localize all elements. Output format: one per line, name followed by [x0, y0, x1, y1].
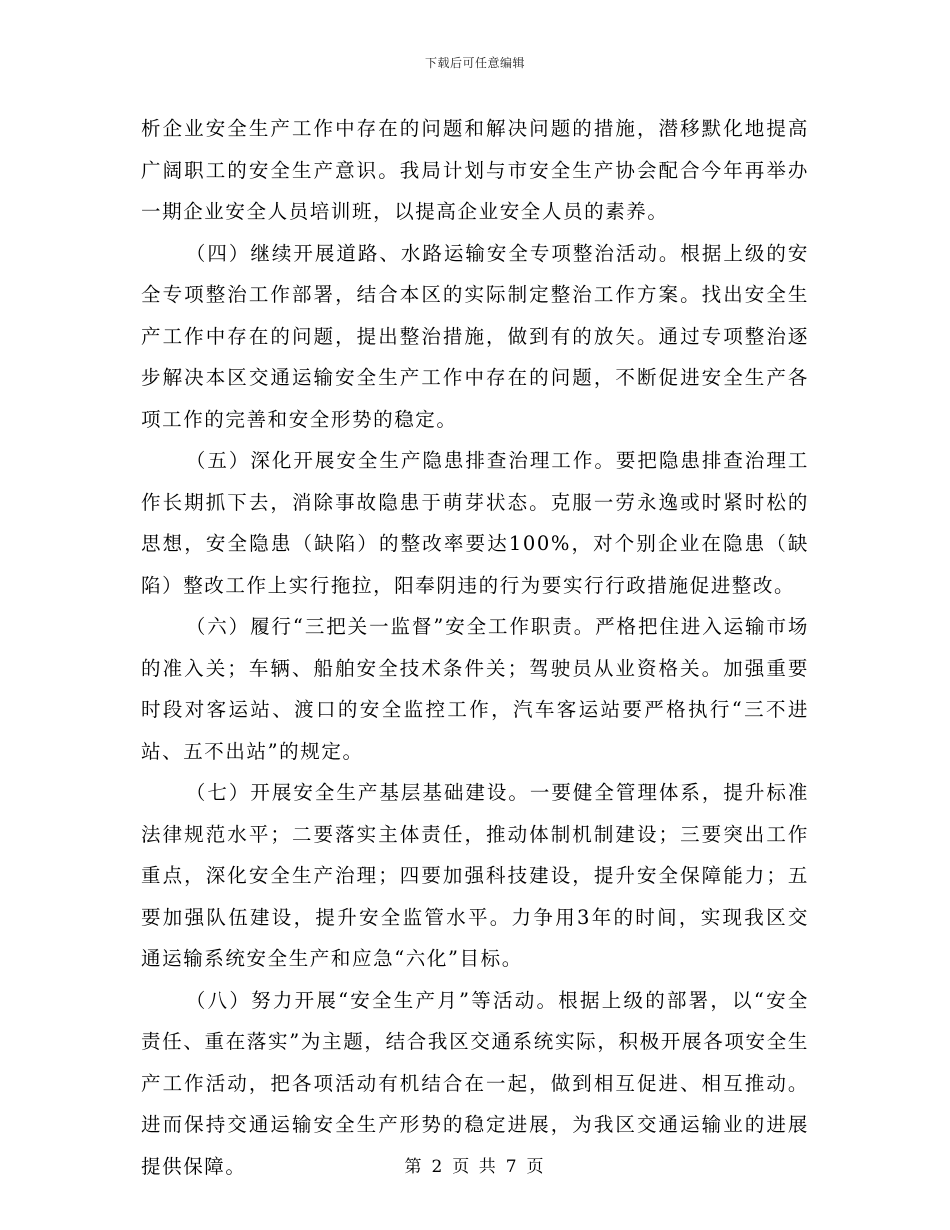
page-footer [0, 1152, 950, 1177]
footer-page-number: 2 [431, 1157, 445, 1177]
paragraph-continued: 析企业安全生产工作中存在的问题和解决问题的措施，潜移默化地提高广阔职工的安全生产意识。我局计划与市安全生产协会配合今年再举办一期企业安全人员培训班，以提高企业安全人员的素养。 [141, 117, 809, 223]
page-header: 下载后可任意编辑 [424, 56, 525, 70]
paragraph-section-4: （四）继续开展道路、水路运输安全专项整治活动。根据上级的安全专项整治工作部署，结合本区的实际制定整治工作方案。找出安全生产工作中存在的问题，提出整治措施，做到有的放矢。通过专项整治逐步解决本区交通运输安全生产工作中存在的问题，不断促进安全生产各项工作的完善和安全形势的稳定。 [141, 241, 809, 431]
paragraph-section-5: （五）深化开展安全生产隐患排查治理工作。要把隐患排查治理工作长期抓下去，消除事故隐患于萌芽状态。克服一劳永逸或时紧时松的思想，安全隐患（缺陷）的整改率要达100%，对个别企业在隐患（缺陷）整改工作上实行拖拉，阳奉阴违的行为要实行行政措施促进整改。 [141, 449, 809, 597]
footer-middle: 页 共 [452, 1157, 498, 1177]
paragraph-section-6: （六）履行“三把关一监督”安全工作职责。严格把住进入运输市场的准入关；车辆、船舶安全技术条件关；驾驶员从业资格关。加强重要时段对客运站、渡口的安全监控工作，汽车客运站要严格执行“三不进站、五不出站”的规定。 [141, 615, 809, 763]
paragraph-section-8: （八）努力开展“安全生产月”等活动。根据上级的部署，以“安全责任、重在落实”为主题，结合我区交通系统实际，积极开展各项安全生产工作活动，把各项活动有机结合在一起，做到相互促进、相互推动。进而保持交通运输安全生产形势的稳定进展，为我区交通运输业的进展提供保障。 [141, 988, 809, 1178]
paragraph-section-7: （七）开展安全生产基层基础建设。一要健全管理体系，提升标准法律规范水平；二要落实主体责任，推动体制机制建设；三要突出工作重点，深化安全生产治理；四要加强科技建设，提升安全保障能力；五要加强队伍建设，提升安全监管水平。力争用3年的时间，实现我区交通运输系统安全生产和应急“六化”目标。 [141, 781, 809, 970]
footer-prefix: 第 [404, 1157, 424, 1177]
document-body [141, 108, 809, 1187]
footer-total-pages: 7 [505, 1157, 519, 1177]
footer-suffix: 页 [526, 1157, 546, 1177]
